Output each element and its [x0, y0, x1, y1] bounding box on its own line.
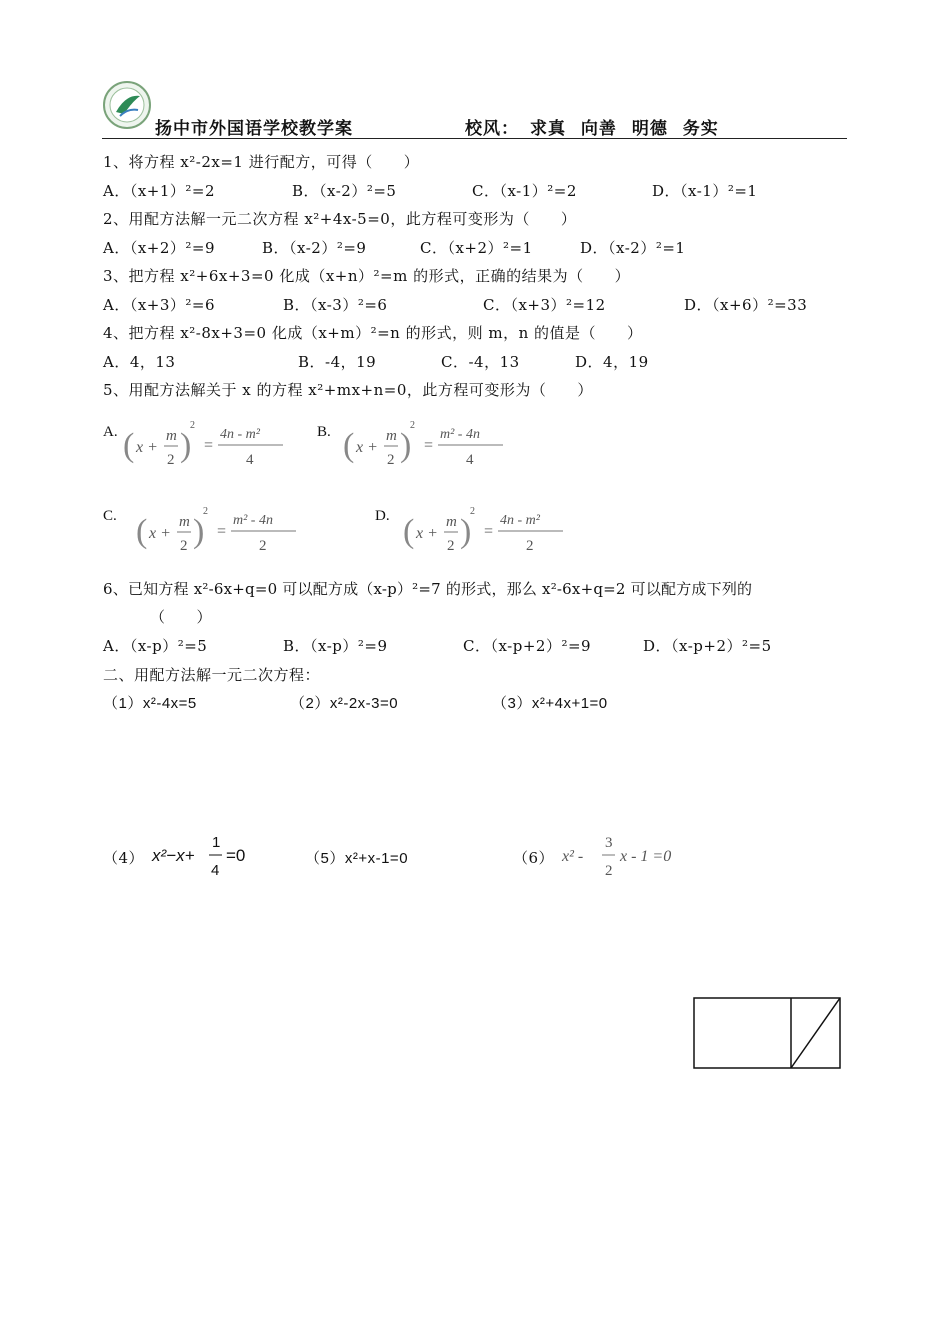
problem-5: （5）x²+x-1=0 [305, 850, 409, 867]
svg-text:(: ( [123, 427, 135, 464]
svg-text:(: ( [403, 513, 415, 550]
q5b-den: 4 [466, 452, 474, 468]
q1-option-d: D．（x-1）²=1 [652, 182, 758, 200]
q3-option-d: D．（x+6）²=33 [684, 296, 808, 314]
q5-option-d-formula [400, 502, 575, 560]
q3-option-a: A．（x+3）²=6 [103, 296, 216, 314]
p6-num: 3 [605, 835, 613, 851]
q5-option-a-formula [120, 416, 290, 474]
q5b-num: m² - 4n [440, 427, 480, 442]
problem-2: （2）x²-2x-3=0 [290, 695, 399, 712]
svg-text:(: ( [343, 427, 355, 464]
p6-tail: x - 1 =0 [620, 848, 672, 865]
q5a-two: 2 [167, 452, 175, 468]
p4-expr: x²−x+ [152, 846, 195, 865]
q5-option-d-label: D. [375, 508, 390, 524]
q5a-x-plus: x + [136, 439, 158, 456]
q4-option-a: A．4，13 [103, 353, 176, 371]
q5a-den: 4 [246, 452, 254, 468]
problem-6-formula [560, 830, 700, 882]
q2-stem: 2、用配方法解一元二次方程 x²+4x-5=0，此方程可变形为（ ） [103, 210, 577, 228]
svg-text:): ) [400, 427, 412, 464]
p4-den: 4 [211, 862, 220, 879]
q5b-two: 2 [387, 452, 395, 468]
p4-num: 1 [212, 834, 221, 851]
q5c-m: m [179, 514, 190, 530]
svg-text:): ) [460, 513, 472, 550]
q4-option-b: B．-4，19 [298, 353, 377, 371]
q5-option-b-formula [340, 416, 510, 474]
q5d-eq: = [484, 523, 494, 540]
q5-option-c-label: C. [103, 508, 117, 524]
p4-tail: =0 [226, 846, 246, 865]
problem-6-label: （6） [513, 849, 555, 867]
school-logo [102, 80, 152, 130]
q5a-eq: = [204, 437, 214, 454]
header-rule [102, 138, 847, 139]
q3-option-c: C．（x+3）²=12 [483, 296, 606, 314]
q4-option-d: D．4，19 [575, 353, 649, 371]
problem-4-formula [150, 830, 260, 882]
q3-stem: 3、把方程 x²+6x+3=0 化成（x+n）²=m 的形式，正确的结果为（ ） [103, 267, 631, 285]
q5c-eq: = [217, 523, 227, 540]
q5a-sq: 2 [190, 420, 195, 431]
q2-option-b: B．（x-2）²=9 [262, 239, 367, 257]
q5b-m: m [386, 428, 397, 444]
q6-option-b: B．（x-p）²=9 [283, 637, 388, 655]
q5-option-a-label: A. [103, 424, 118, 440]
q2-option-d: D．（x-2）²=1 [580, 239, 686, 257]
school-name: 扬中市外国语学校教学案 [155, 119, 353, 139]
problem-1: （1）x²-4x=5 [103, 695, 197, 712]
problem-4-label: （4） [103, 849, 145, 867]
q4-stem: 4、把方程 x²-8x+3=0 化成（x+m）²=n 的形式，则 m，n 的值是（ ） [103, 324, 643, 342]
q5d-sq: 2 [470, 506, 475, 517]
q5d-x-plus: x + [416, 525, 438, 542]
p6-den: 2 [605, 863, 613, 879]
p6-pre: x² - [562, 848, 584, 865]
q5c-num: m² - 4n [233, 513, 273, 528]
q6-stem: 6、已知方程 x²-6x+q=0 可以配方成（x-p）²=7 的形式，那么 x²-6x+q=2 可以配方成下列的 [103, 580, 753, 598]
q2-option-a: A．（x+2）²=9 [103, 239, 216, 257]
q6-answer-paren: （ ） [150, 608, 213, 626]
q6-option-c: C．（x-p+2）²=9 [463, 637, 592, 655]
svg-text:(: ( [136, 513, 148, 550]
q5d-two: 2 [447, 538, 455, 554]
q5b-sq: 2 [410, 420, 415, 431]
q1-option-c: C．（x-1）²=2 [472, 182, 577, 200]
q5d-num: 4n - m² [500, 513, 540, 528]
q5a-m: m [166, 428, 177, 444]
svg-text:): ) [180, 427, 192, 464]
q5-stem: 5、用配方法解关于 x 的方程 x²+mx+n=0，此方程可变形为（ ） [103, 381, 593, 399]
q1-option-b: B．（x-2）²=5 [292, 182, 397, 200]
svg-text:): ) [193, 513, 205, 550]
q5c-den: 2 [259, 538, 267, 554]
q6-option-a: A．（x-p）²=5 [103, 637, 208, 655]
q5-option-b-label: B. [317, 424, 331, 440]
q5d-den: 2 [526, 538, 534, 554]
section2-title: 二、用配方法解一元二次方程： [103, 666, 321, 684]
q5c-two: 2 [180, 538, 188, 554]
q5c-x-plus: x + [149, 525, 171, 542]
q5b-x-plus: x + [356, 439, 378, 456]
q1-stem: 1、将方程 x²-2x=1 进行配方，可得（ ） [103, 153, 420, 171]
q3-option-b: B．（x-3）²=6 [283, 296, 388, 314]
school-motto: 求真 向善 明德 务实 [530, 119, 719, 139]
q2-option-c: C．（x+2）²=1 [420, 239, 533, 257]
q4-option-c: C．-4，13 [441, 353, 520, 371]
q1-option-a: A．（x+1）²=2 [103, 182, 216, 200]
q6-option-d: D．（x-p+2）²=5 [643, 637, 772, 655]
q5d-m: m [446, 514, 457, 530]
q5c-sq: 2 [203, 506, 208, 517]
rectangle-diagram [693, 997, 841, 1069]
q5b-eq: = [424, 437, 434, 454]
q5a-num: 4n - m² [220, 427, 260, 442]
motto-label: 校风： [465, 119, 519, 139]
problem-3: （3）x²+4x+1=0 [492, 695, 608, 712]
q5-option-c-formula [133, 502, 308, 560]
